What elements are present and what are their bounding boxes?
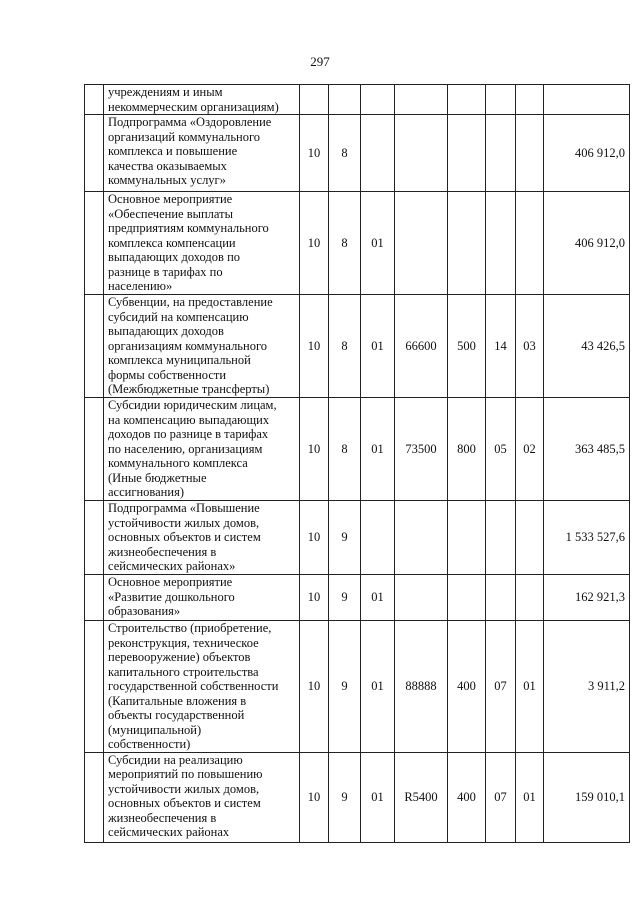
code-5-cell: 400 [448,621,486,753]
code-7-cell [516,85,544,115]
amount-cell: 1 533 527,6 [544,501,630,575]
table-body [85,85,630,843]
code-3-cell: 01 [361,192,395,295]
name-cell [104,295,300,398]
item-name: Подпрограмма «Оздоровление организаций коммунального комплекса и повышение качества оказываемых коммунальных услуг» [108,115,272,187]
amount-cell: 162 921,3 [544,575,630,621]
name-cell [104,192,300,295]
item-name: Строительство (приобретение, реконструкция, техническое перевооружение) объектов капитального строительства государственной собственности (Капитальные вложения в объекты государственной (муниципальной) собственности) [108,621,279,751]
name-cell [104,575,300,621]
row-marker-cell [85,85,104,115]
table-row [85,752,630,842]
code-3-cell: 01 [361,295,395,398]
table-row [85,621,630,753]
item-name: Субсидии на реализацию мероприятий по повышению устойчивости жилых домов, основных объектов и систем жизнеобеспечения в сейсмических районах [108,752,263,839]
table-row [85,501,630,575]
code-1-cell: 10 [300,501,329,575]
table-row [85,115,630,192]
code-6-cell: 14 [486,295,516,398]
row-marker-cell [85,398,104,501]
row-marker-cell [85,115,104,192]
code-7-cell [516,115,544,192]
code-2-cell: 9 [329,621,361,753]
amount-cell: 363 485,5 [544,398,630,501]
code-5-cell: 400 [448,752,486,842]
code-2-cell: 8 [329,295,361,398]
code-3-cell: 01 [361,398,395,501]
code-5-cell: 500 [448,295,486,398]
code-4-cell: 73500 [395,398,448,501]
code-1-cell: 10 [300,752,329,842]
code-4-cell [395,575,448,621]
code-4-cell: 88888 [395,621,448,753]
code-6-cell [486,575,516,621]
code-3-cell [361,115,395,192]
code-4-cell [395,115,448,192]
code-5-cell [448,192,486,295]
code-3-cell: 01 [361,621,395,753]
budget-table [84,84,630,843]
code-3-cell [361,501,395,575]
code-6-cell: 07 [486,752,516,842]
code-5-cell [448,575,486,621]
code-4-cell [395,85,448,115]
name-cell [104,115,300,192]
code-5-cell: 800 [448,398,486,501]
row-marker-cell [85,295,104,398]
name-cell [104,621,300,753]
code-2-cell: 9 [329,501,361,575]
code-5-cell [448,85,486,115]
code-1-cell: 10 [300,115,329,192]
row-marker-cell [85,621,104,753]
code-4-cell: R5400 [395,752,448,842]
name-cell [104,752,300,842]
amount-cell: 406 912,0 [544,115,630,192]
code-4-cell [395,192,448,295]
code-1-cell: 10 [300,398,329,501]
code-5-cell [448,115,486,192]
code-2-cell: 9 [329,752,361,842]
code-4-cell [395,501,448,575]
code-7-cell: 02 [516,398,544,501]
code-7-cell [516,575,544,621]
code-7-cell [516,501,544,575]
item-name: Подпрограмма «Повышение устойчивости жилых домов, основных объектов и систем жизнеобеспечения в сейсмических районах» [108,501,261,573]
code-7-cell: 01 [516,752,544,842]
table-row [85,575,630,621]
code-7-cell: 01 [516,621,544,753]
table-row [85,85,630,115]
name-cell [104,398,300,501]
amount-cell: 159 010,1 [544,752,630,842]
row-marker-cell [85,501,104,575]
table-row [85,295,630,398]
code-7-cell: 03 [516,295,544,398]
code-6-cell [486,85,516,115]
amount-cell: 43 426,5 [544,295,630,398]
code-7-cell [516,192,544,295]
code-4-cell: 66600 [395,295,448,398]
code-6-cell [486,501,516,575]
code-2-cell: 8 [329,192,361,295]
code-2-cell: 8 [329,398,361,501]
code-2-cell: 8 [329,115,361,192]
code-2-cell [329,85,361,115]
code-6-cell [486,192,516,295]
code-1-cell: 10 [300,295,329,398]
code-3-cell: 01 [361,752,395,842]
code-5-cell [448,501,486,575]
item-name: Субсидии юридическим лицам, на компенсацию выпадающих доходов по разнице в тарифах по населению, организациям коммунального комплекса (Иные бюджетные ассигнования) [108,398,277,499]
code-1-cell: 10 [300,575,329,621]
code-1-cell: 10 [300,621,329,753]
code-3-cell: 01 [361,575,395,621]
code-6-cell [486,115,516,192]
code-6-cell: 05 [486,398,516,501]
name-cell [104,501,300,575]
row-marker-cell [85,575,104,621]
row-marker-cell [85,752,104,842]
code-1-cell: 10 [300,192,329,295]
item-name: Основное мероприятие «Обеспечение выплаты предприятиям коммунального комплекса компенсации выпадающих доходов по разнице в тарифах по населению» [108,192,269,293]
amount-cell: 3 911,2 [544,621,630,753]
row-marker-cell [85,192,104,295]
code-3-cell [361,85,395,115]
code-6-cell: 07 [486,621,516,753]
item-name: учреждениям и иным некоммерческим организациям) [108,85,279,114]
table-row [85,398,630,501]
item-name: Субвенции, на предоставление субсидий на компенсацию выпадающих доходов организациям коммунального комплекса муниципальной формы собственности (Межбюджетные трансферты) [108,295,273,396]
amount-cell: 406 912,0 [544,192,630,295]
amount-cell [544,85,630,115]
code-2-cell: 9 [329,575,361,621]
name-cell [104,85,300,115]
table-row [85,192,630,295]
code-1-cell [300,85,329,115]
page-number: 297 [310,54,330,69]
item-name: Основное мероприятие «Развитие дошкольного образования» [108,575,235,618]
